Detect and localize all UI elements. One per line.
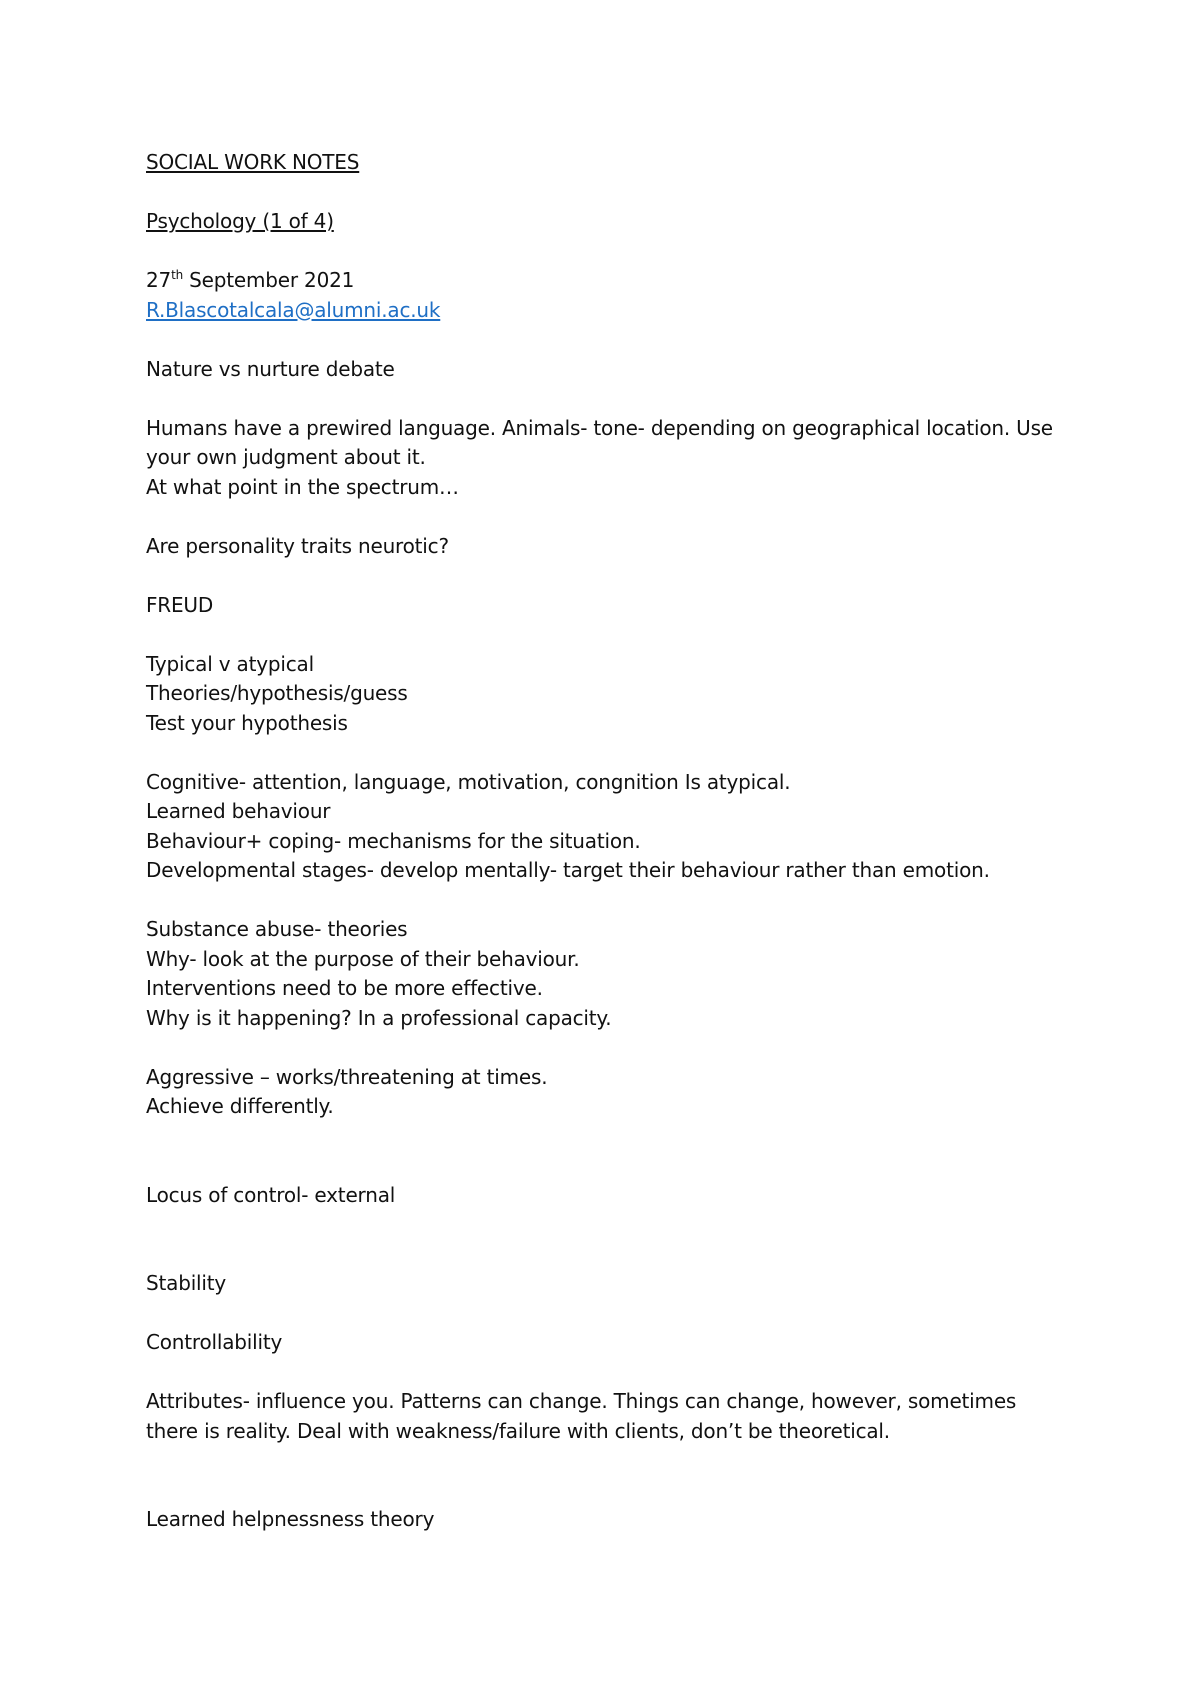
- spacer: [146, 384, 1076, 414]
- document-title-text: SOCIAL WORK NOTES: [146, 150, 360, 174]
- spacer: [146, 1358, 1076, 1388]
- document-subtitle: [146, 207, 1076, 237]
- date-rest: September 2021: [182, 268, 355, 292]
- note-line: Attributes- influence you. Patterns can change. Things can change, however, sometimes: [146, 1389, 1017, 1413]
- note-line: Developmental stages- develop mentally- target their behaviour rather than emotion.: [146, 858, 990, 882]
- note-line: Theories/hypothesis/guess: [146, 681, 408, 705]
- note-line: Test your hypothesis: [146, 710, 348, 735]
- spacer: [146, 325, 1076, 355]
- note-line: Interventions need to be more effective.: [146, 976, 543, 1000]
- spacer: [146, 1210, 1076, 1269]
- note-line: Stability: [146, 1271, 227, 1295]
- spacer: [146, 1122, 1076, 1181]
- note-line: Locus of control- external: [146, 1182, 396, 1207]
- note-line: Humans have a prewired language. Animals- tone- depending on geographical location. Use: [146, 415, 1053, 440]
- spacer: [146, 502, 1076, 532]
- email-line: [146, 296, 1076, 326]
- spacer: [146, 178, 1076, 208]
- email-link[interactable]: R.Blascotalcala@alumni.ac.uk: [146, 297, 441, 322]
- note-line: Learned helpnessness theory: [146, 1507, 435, 1531]
- spacer: [146, 886, 1076, 916]
- note-line: At what point in the spectrum…: [146, 474, 459, 499]
- document-subtitle-text: Psychology (1 of 4): [146, 209, 334, 233]
- document-title: [146, 148, 1076, 178]
- note-line: Cognitive- attention, language, motivation, congnition Is atypical.: [146, 769, 791, 794]
- date-suffix: th: [171, 268, 183, 282]
- note-line: Substance abuse- theories: [146, 917, 408, 941]
- note-line: there is reality. Deal with weakness/failure with clients, don’t be theoretical.: [146, 1418, 890, 1443]
- note-line: Nature vs nurture debate: [146, 356, 395, 381]
- spacer: [146, 620, 1076, 650]
- spacer: [146, 237, 1076, 267]
- note-line: Learned behaviour: [146, 799, 331, 823]
- document-body: [146, 148, 1076, 1535]
- note-line: Typical v atypical: [146, 651, 314, 676]
- spacer: [146, 1446, 1076, 1505]
- spacer: [146, 561, 1076, 591]
- spacer: [146, 1033, 1076, 1063]
- spacer: [146, 1299, 1076, 1329]
- document-date: [146, 266, 1076, 296]
- note-line: Achieve differently.: [146, 1094, 334, 1118]
- note-line: Behaviour+ coping- mechanisms for the situation.: [146, 828, 641, 853]
- note-line: Aggressive – works/threatening at times.: [146, 1064, 548, 1089]
- note-line: FREUD: [146, 592, 214, 617]
- note-line: Are personality traits neurotic?: [146, 533, 449, 558]
- note-line: your own judgment about it.: [146, 445, 426, 469]
- note-line: Controllability: [146, 1330, 283, 1354]
- date-day: 27: [146, 268, 172, 292]
- spacer: [146, 738, 1076, 768]
- note-line: Why- look at the purpose of their behaviour.: [146, 946, 580, 971]
- note-line: Why is it happening? In a professional capacity.: [146, 1005, 612, 1030]
